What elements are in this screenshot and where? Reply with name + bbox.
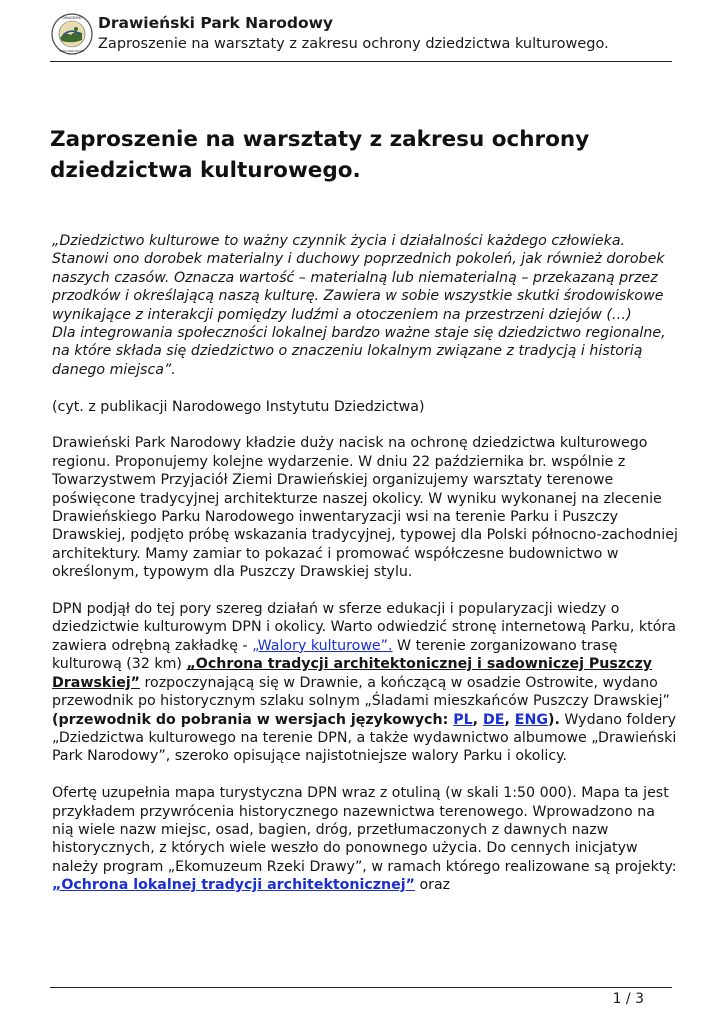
- svg-text:DRAWIEŃSKI: DRAWIEŃSKI: [62, 16, 82, 21]
- article-title: Zaproszenie na warsztaty z zakresu ochrony dziedzictwa kulturowego.: [50, 127, 590, 183]
- paragraph-3-text-2: oraz: [414, 877, 451, 894]
- paragraph-2-text-2: W terenie zorganizowano trasę kulturową (32 km): [52, 637, 618, 673]
- article-body: [52, 232, 678, 913]
- page-number: 1 / 3: [612, 991, 644, 1007]
- guide-de-link[interactable]: DE: [482, 711, 505, 728]
- separator-2: ,: [504, 711, 515, 728]
- guide-pl-link[interactable]: PL: [453, 711, 473, 728]
- quote-block: [52, 232, 678, 379]
- quote-text-1: „Dziedzictwo kulturowe to ważny czynnik życia i działalności każdego człowieka. Stanowi ono dorobek materialny i duchowy poprzednich pokoleń, jak również dorobek naszych czasów. Oznacza wartość – materialną lub niematerialną – przekazaną przez przodków i określającą naszą kulturę. Zawiera w sobie wszystkie skutki środowiskowe wynikające z interakcji pomiędzy ludźmi a otoczeniem na przestrzeni dziejów (…): [52, 233, 665, 323]
- paragraph-2: [52, 600, 678, 766]
- guide-download-label: (przewodnik do pobrania w wersjach językowych:: [52, 711, 454, 728]
- site-title: Drawieński Park Narodowy: [98, 14, 334, 32]
- page-header: [50, 10, 672, 62]
- paragraph-2-text-1: DPN podjął do tej pory szereg działań w sferze edukacji i popularyzacji wiedzy o dziedzictwie kulturowym DPN i okolicy. Warto odwiedzić stronę internetową Parku, która zawiera odrębną zakładkę -: [52, 601, 676, 654]
- paragraph-3: [52, 784, 678, 894]
- paragraph-1: Drawieński Park Narodowy kładzie duży nacisk na ochronę dziedzictwa kulturowego regionu. Proponujemy kolejne wydarzenie. W dniu 22 października br. wspólnie z Towarzystwem Przyjaciół Ziemi Drawieńskiej organizujemy warsztaty terenowe poświęcone tradycyjnej architekturze naszej okolicy. W wyniku wykonanej na zlecenie Drawieńskiego Parku Narodowego inwentaryzacji wsi na terenie Parku i Puszczy Drawskiej, podjęto próbę wskazania tradycyjnej, typowej dla Polski północno-zachodniej architektury. Mamy zamiar to pokazać i promować współczesne budownictwo w określonym, typowym dla Puszczy Drawskiej stylu.: [52, 435, 678, 581]
- paragraph-2-text-3: rozpoczynającą się w Drawnie, a kończącą w osadzie Ostrowite, wydano przewodnik po historycznym szlaku solnym „Śladami mieszkańców Puszczy Drawskiej”: [52, 674, 670, 710]
- header-divider: [50, 61, 672, 62]
- guide-eng-link[interactable]: ENG: [514, 711, 549, 728]
- footer-divider: [50, 987, 672, 988]
- ochrona-tradycji-link[interactable]: „Ochrona lokalnej tradycji architektonicznej”: [52, 877, 415, 894]
- guide-download-close: ).: [548, 711, 560, 728]
- svg-text:PARK NARODOWY: PARK NARODOWY: [59, 49, 85, 53]
- separator-1: ,: [472, 711, 483, 728]
- park-logo-icon: [51, 13, 93, 55]
- walory-kulturowe-link[interactable]: „Walory kulturowe”.: [252, 637, 393, 654]
- citation: (cyt. z publikacji Narodowego Instytutu Dziedzictwa): [52, 398, 425, 415]
- trasa-kulturowa-link[interactable]: „Ochrona tradycji architektonicznej i sadowniczej Puszczy Drawskiej”: [52, 656, 653, 691]
- paragraph-3-text-1: Ofertę uzupełnia mapa turystyczna DPN wraz z otuliną (w skali 1:50 000). Mapa ta jest przykładem przywrócenia historycznego nazewnictwa terenowego. Wprowadzono na nią wiele nazw miejsc, osad, bagien, dróg, przetłumaczonych z dawnych nazw historycznych, z których wiele weszło do ponownego użycia. Do cennych inicjatyw należy program „Ekomuzeum Rzeki Drawy”, w ramach którego realizowane są projekty:: [52, 785, 677, 875]
- quote-text-2: Dla integrowania społeczności lokalnej bardzo ważne staje się dziedzictwo regionalne, na które składa się dziedzictwo o znaczeniu lokalnym związane z tradycją i historią danego miejsca”.: [52, 325, 666, 378]
- header-subtitle: Zaproszenie na warsztaty z zakresu ochrony dziedzictwa kulturowego.: [98, 36, 609, 52]
- paragraph-2-text-4: Wydano foldery „Dziedzictwa kulturowego na terenie DPN, a także wydawnictwo albumowe „Drawieński Park Narodowy”, szeroko opisujące najistotniejsze walory Parku i okolicy.: [52, 711, 677, 765]
